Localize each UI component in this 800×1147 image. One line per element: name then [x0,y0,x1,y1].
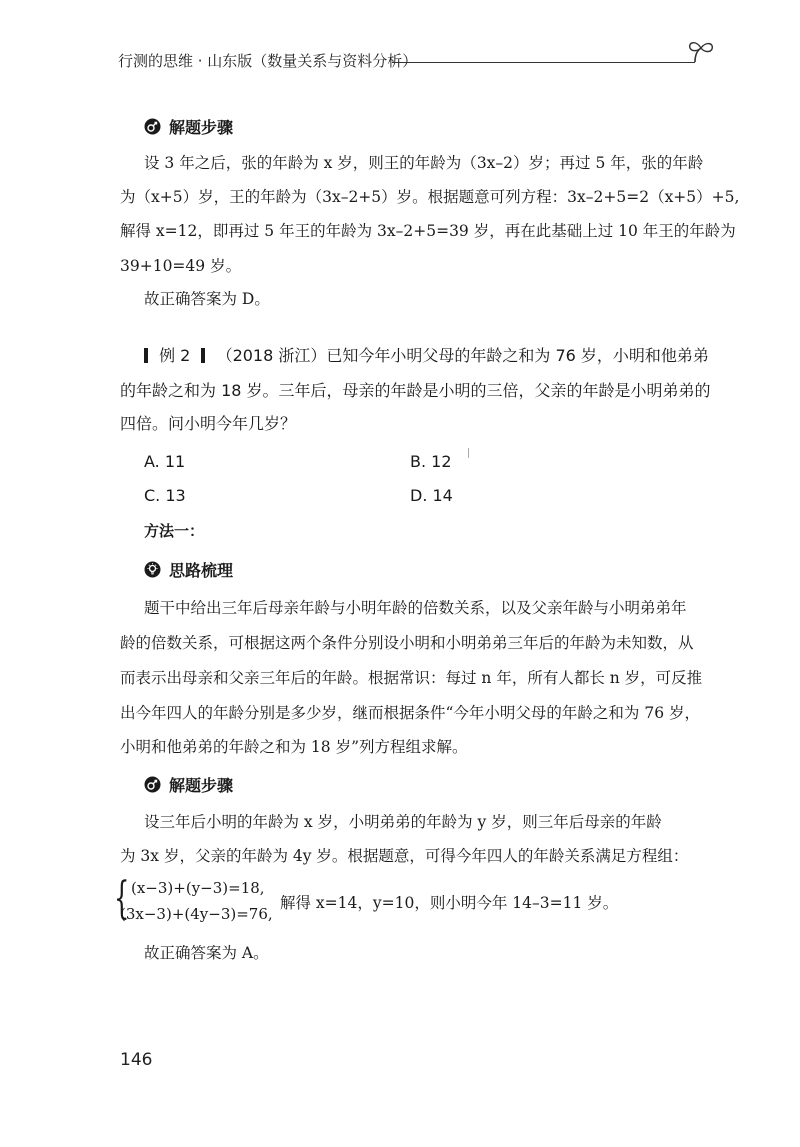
example-question-line-3: 四倍。问小明今年几岁？ [120,414,297,433]
section-heading-solution-steps-1 [144,115,233,138]
solution1-answer: 故正确答案为 D。 [144,290,270,308]
equation-brace: { [114,873,130,924]
example-question-text-1: （2018 浙江）已知今年小明父母的年龄之和为 76 岁，小明和他弟弟 [216,346,709,365]
method-label: 方法一： [144,522,205,540]
example-label: 例 2 [159,346,191,365]
option-a: A. 11 [144,452,186,471]
solution2-result: 解得 x=14，y=10，则小明今年 14–3=11 岁。 [280,894,619,912]
scan-mark [468,448,469,458]
section-heading-thinking [144,558,233,581]
section-heading-label: 思路梳理 [169,561,234,580]
solution-steps-icon [144,776,161,793]
section-heading-solution-steps-2 [144,773,233,796]
header-rule [392,62,695,63]
option-c: C. 13 [144,486,186,505]
thinking-line-3: 而表示出母亲和父亲三年后的年龄。根据常识：每过 n 年，所有人都长 n 岁，可反推 [120,669,703,687]
thinking-line-2: 龄的倍数关系，可根据这两个条件分别设小明和小明弟弟三年后的年龄为未知数，从 [120,634,694,652]
lightbulb-icon [144,561,161,578]
solution2-answer: 故正确答案为 A。 [144,944,269,962]
running-header-title: 行测的思维 · 山东版（数量关系与资料分析） [118,52,418,70]
example-label-bar-right [201,348,205,363]
example-label-bar-left [144,348,148,363]
solution-steps-icon [144,118,161,135]
solution1-line-1: 设 3 年之后，张的年龄为 x 岁，则王的年龄为（3x–2）岁；再过 5 年，张的年龄 [144,154,704,172]
solution1-line-4: 39+10=49 岁。 [120,257,242,275]
example-question-line-2: 的年龄之和为 18 岁。三年后，母亲的年龄是小明的三倍，父亲的年龄是小明弟弟的 [120,381,711,400]
section-heading-label: 解题步骤 [169,776,234,795]
solution2-line-1: 设三年后小明的年龄为 x 岁，小明弟弟的年龄为 y 岁，则三年后母亲的年龄 [144,813,662,831]
solution1-line-2: 为（x+5）岁，王的年龄为（3x–2+5）岁。根据题意可列方程：3x–2+5=2（x+5）+5, [120,188,740,206]
option-d: D. 14 [410,486,453,505]
solution1-line-3: 解得 x=12，即再过 5 年王的年龄为 3x–2+5=39 岁，再在此基础上过 10 年王的年龄为 [120,222,736,240]
thinking-line-1: 题干中给出三年后母亲年龄与小明年龄的倍数关系，以及父亲年龄与小明弟弟年 [144,599,687,617]
option-b: B. 12 [410,452,452,471]
section-heading-label: 解题步骤 [169,118,234,137]
example-question-line-1 [144,346,709,366]
page-number: 146 [120,1050,153,1070]
thinking-line-5: 小明和他弟弟的年龄之和为 18 岁”列方程组求解。 [120,738,468,756]
sprout-icon [686,38,716,66]
solution2-line-2: 为 3x 岁，父亲的年龄为 4y 岁。根据题意，可得今年四人的年龄关系满足方程组： [120,847,689,865]
equation-2: (3x−3)+(4y−3)=76, [120,905,273,923]
thinking-line-4: 出今年四人的年龄分别是多少岁，继而根据条件“今年小明父母的年龄之和为 76 岁， [120,704,701,722]
equation-1: (x−3)+(y−3)=18, [131,879,265,897]
